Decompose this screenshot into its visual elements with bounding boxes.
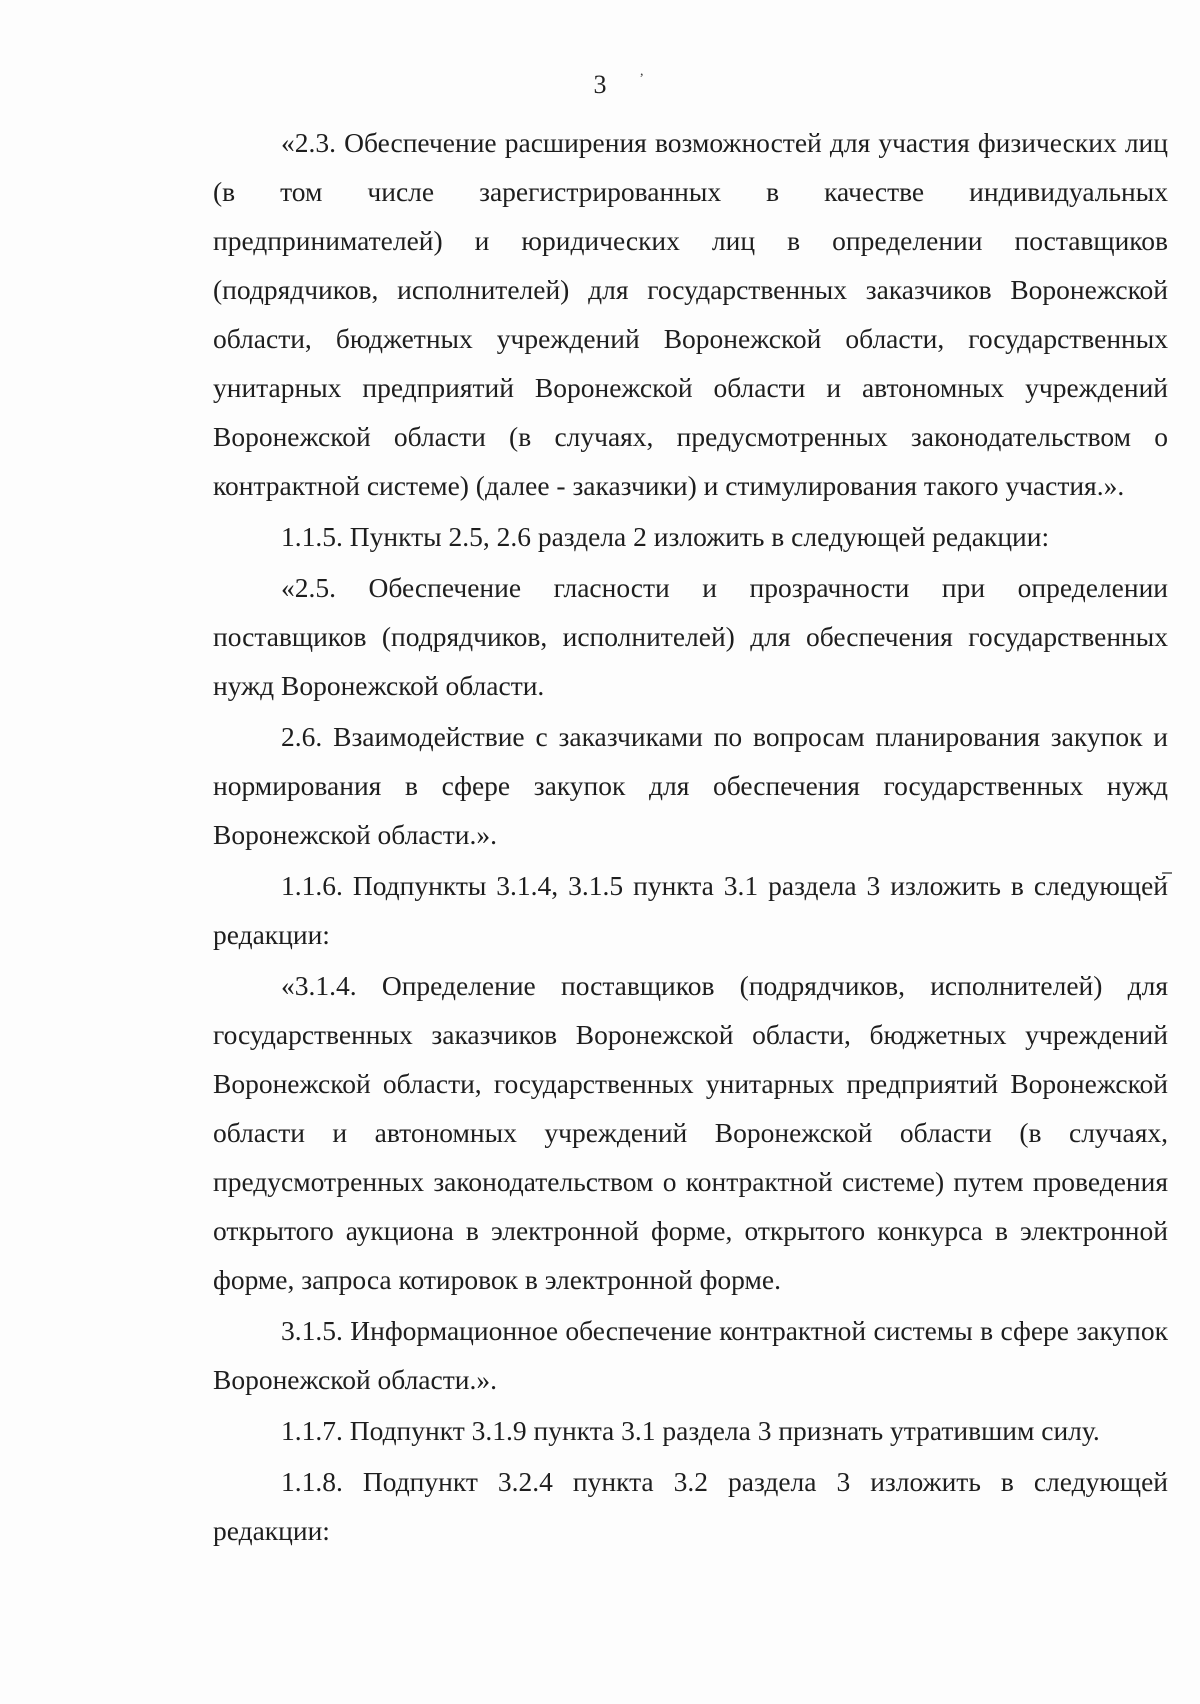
paragraph-3-1-4: «3.1.4. Определение поставщиков (подрядчиков, исполнителей) для государственных заказчиков Воронежской области, бюджетных учреждений Воронежской области, государственных унитарных предприятий Воронежской области и автономных учреждений Воронежской области (в случаях, предусмотренных законодательством о контрактной системе) путем проведения открытого аукциона в электронной форме, открытого конкурса в электронной форме, запроса котировок в электронной форме. (213, 970, 1168, 1295)
page-number: 3 (593, 70, 607, 99)
paragraph-1-1-8: 1.1.8. Подпункт 3.2.4 пункта 3.2 раздела 3 изложить в следующей редакции: (213, 1466, 1168, 1546)
scan-artifact-mark: , (640, 64, 644, 79)
paragraph-2-6: 2.6. Взаимодействие с заказчиками по вопросам планирования закупок и нормирования в сфере закупок для обеспечения государственных нужд Воронежской области.». (213, 721, 1168, 850)
paragraph-2-5: «2.5. Обеспечение гласности и прозрачности при определении поставщиков (подрядчиков, исполнителей) для обеспечения государственных нужд Воронежской области. (213, 572, 1168, 701)
paragraph-3-1-5: 3.1.5. Информационное обеспечение контрактной системы в сфере закупок Воронежской области.». (213, 1315, 1168, 1395)
paragraph-2-3: «2.3. Обеспечение расширения возможностей для участия физических лиц (в том числе зарегистрированных в качестве индивидуальных предпринимателей) и юридических лиц в определении поставщиков (подрядчиков, исполнителей) для государственных заказчиков Воронежской области, бюджетных учреждений Воронежской области, государственных унитарных предприятий Воронежской области и автономных учреждений Воронежской области (в случаях, предусмотренных законодательством о контрактной системе) (далее - заказчики) и стимулирования такого участия.». (213, 127, 1168, 501)
paragraph-1-1-5: 1.1.5. Пункты 2.5, 2.6 раздела 2 изложить в следующей редакции: (281, 521, 1050, 552)
document-body (213, 118, 1168, 1555)
paragraph-1-1-6: 1.1.6. Подпункты 3.1.4, 3.1.5 пункта 3.1 раздела 3 изложить в следующей редакции: (213, 870, 1168, 950)
paragraph-1-1-7: 1.1.7. Подпункт 3.1.9 пункта 3.1 раздела 3 признать утратившим силу. (281, 1415, 1100, 1446)
